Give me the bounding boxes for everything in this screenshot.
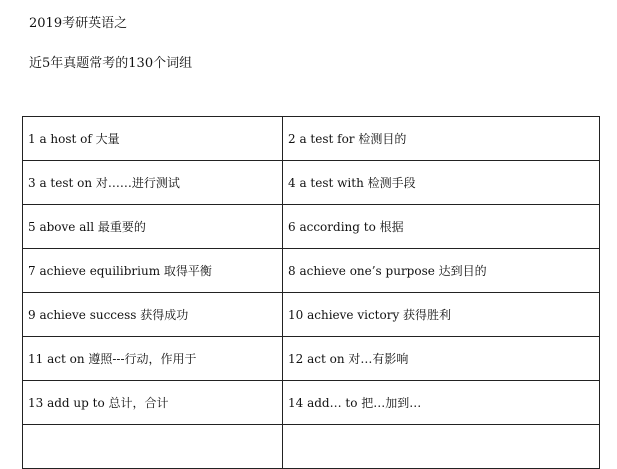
table-row bbox=[23, 117, 600, 161]
table-cell bbox=[283, 425, 600, 469]
table-cell: 14 add… to 把…加到… bbox=[283, 381, 600, 425]
table-cell: 2 a test for 检测目的 bbox=[283, 117, 600, 161]
table-cell: 12 act on 对…有影响 bbox=[283, 337, 600, 381]
table-cell: 3 a test on 对……进行测试 bbox=[23, 161, 283, 205]
table-cell: 1 a host of 大量 bbox=[23, 117, 283, 161]
table-cell bbox=[23, 425, 283, 469]
table-row bbox=[23, 381, 600, 425]
table-cell: 10 achieve victory 获得胜利 bbox=[283, 293, 600, 337]
table-row bbox=[23, 425, 600, 469]
table-cell: 4 a test with 检测手段 bbox=[283, 161, 600, 205]
table-row bbox=[23, 205, 600, 249]
table-cell: 5 above all 最重要的 bbox=[23, 205, 283, 249]
table-cell: 11 act on 遵照---行动，作用于 bbox=[23, 337, 283, 381]
table-cell: 8 achieve one’s purpose 达到目的 bbox=[283, 249, 600, 293]
table-cell: 6 according to 根据 bbox=[283, 205, 600, 249]
document-title: 2019考研英语之 bbox=[29, 16, 128, 31]
table-cell: 7 achieve equilibrium 取得平衡 bbox=[23, 249, 283, 293]
table-cell: 13 add up to 总计，合计 bbox=[23, 381, 283, 425]
table-row bbox=[23, 293, 600, 337]
phrase-table bbox=[22, 116, 600, 469]
table-row bbox=[23, 337, 600, 381]
document-subtitle: 近5年真题常考的130个词组 bbox=[29, 56, 193, 71]
table-row bbox=[23, 249, 600, 293]
table-row bbox=[23, 161, 600, 205]
table-cell: 9 achieve success 获得成功 bbox=[23, 293, 283, 337]
